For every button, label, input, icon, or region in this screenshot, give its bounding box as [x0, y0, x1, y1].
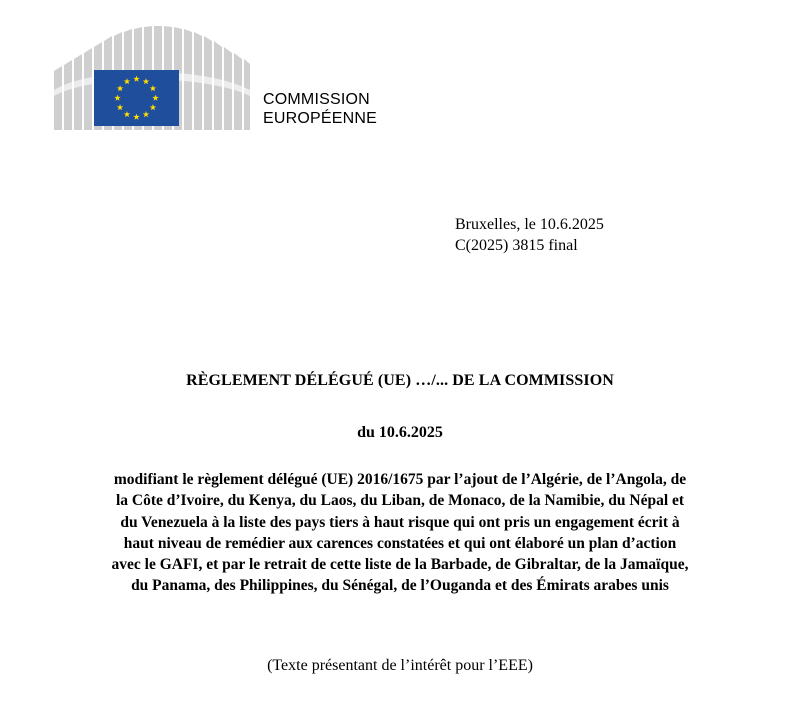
document-title: RÈGLEMENT DÉLÉGUÉ (UE) …/... DE LA COMMISSION: [186, 372, 614, 389]
org-name-line-2: EUROPÉENNE: [263, 110, 378, 127]
eee-relevance-note: (Texte présentant de l’intérêt pour l’EEE): [267, 657, 533, 674]
org-name-line-1: COMMISSION: [263, 91, 370, 108]
subject-line: la Côte d’Ivoire, du Kenya, du Laos, du Liban, de Monaco, de la Namibie, du Népal et: [115, 492, 685, 510]
subject-line: du Venezuela à la liste des pays tiers à haut risque qui ont pris un engagement écrit à: [120, 513, 680, 531]
document-reference: C(2025) 3815 final: [455, 237, 578, 254]
organization-name: [263, 90, 377, 128]
document-meta: [455, 214, 604, 256]
subject-line: haut niveau de remédier aux carences constatées et qui ont élaboré un plan d’action: [123, 534, 677, 552]
european-commission-logo-icon: [54, 26, 250, 130]
document-date: du 10.6.2025: [357, 424, 443, 441]
document-subject: [40, 469, 760, 597]
subject-line: modifiant le règlement délégué (UE) 2016/1675 par l’ajout de l’Algérie, de l’Angola, de: [113, 471, 687, 488]
subject-line: avec le GAFI, et par le retrait de cette liste de la Barbade, de Gibraltar, de la Jamaïque,: [111, 556, 689, 574]
place-date: Bruxelles, le 10.6.2025: [455, 216, 604, 233]
subject-line: du Panama, des Philippines, du Sénégal, de l’Ouganda et des Émirats arabes unis: [131, 577, 669, 595]
